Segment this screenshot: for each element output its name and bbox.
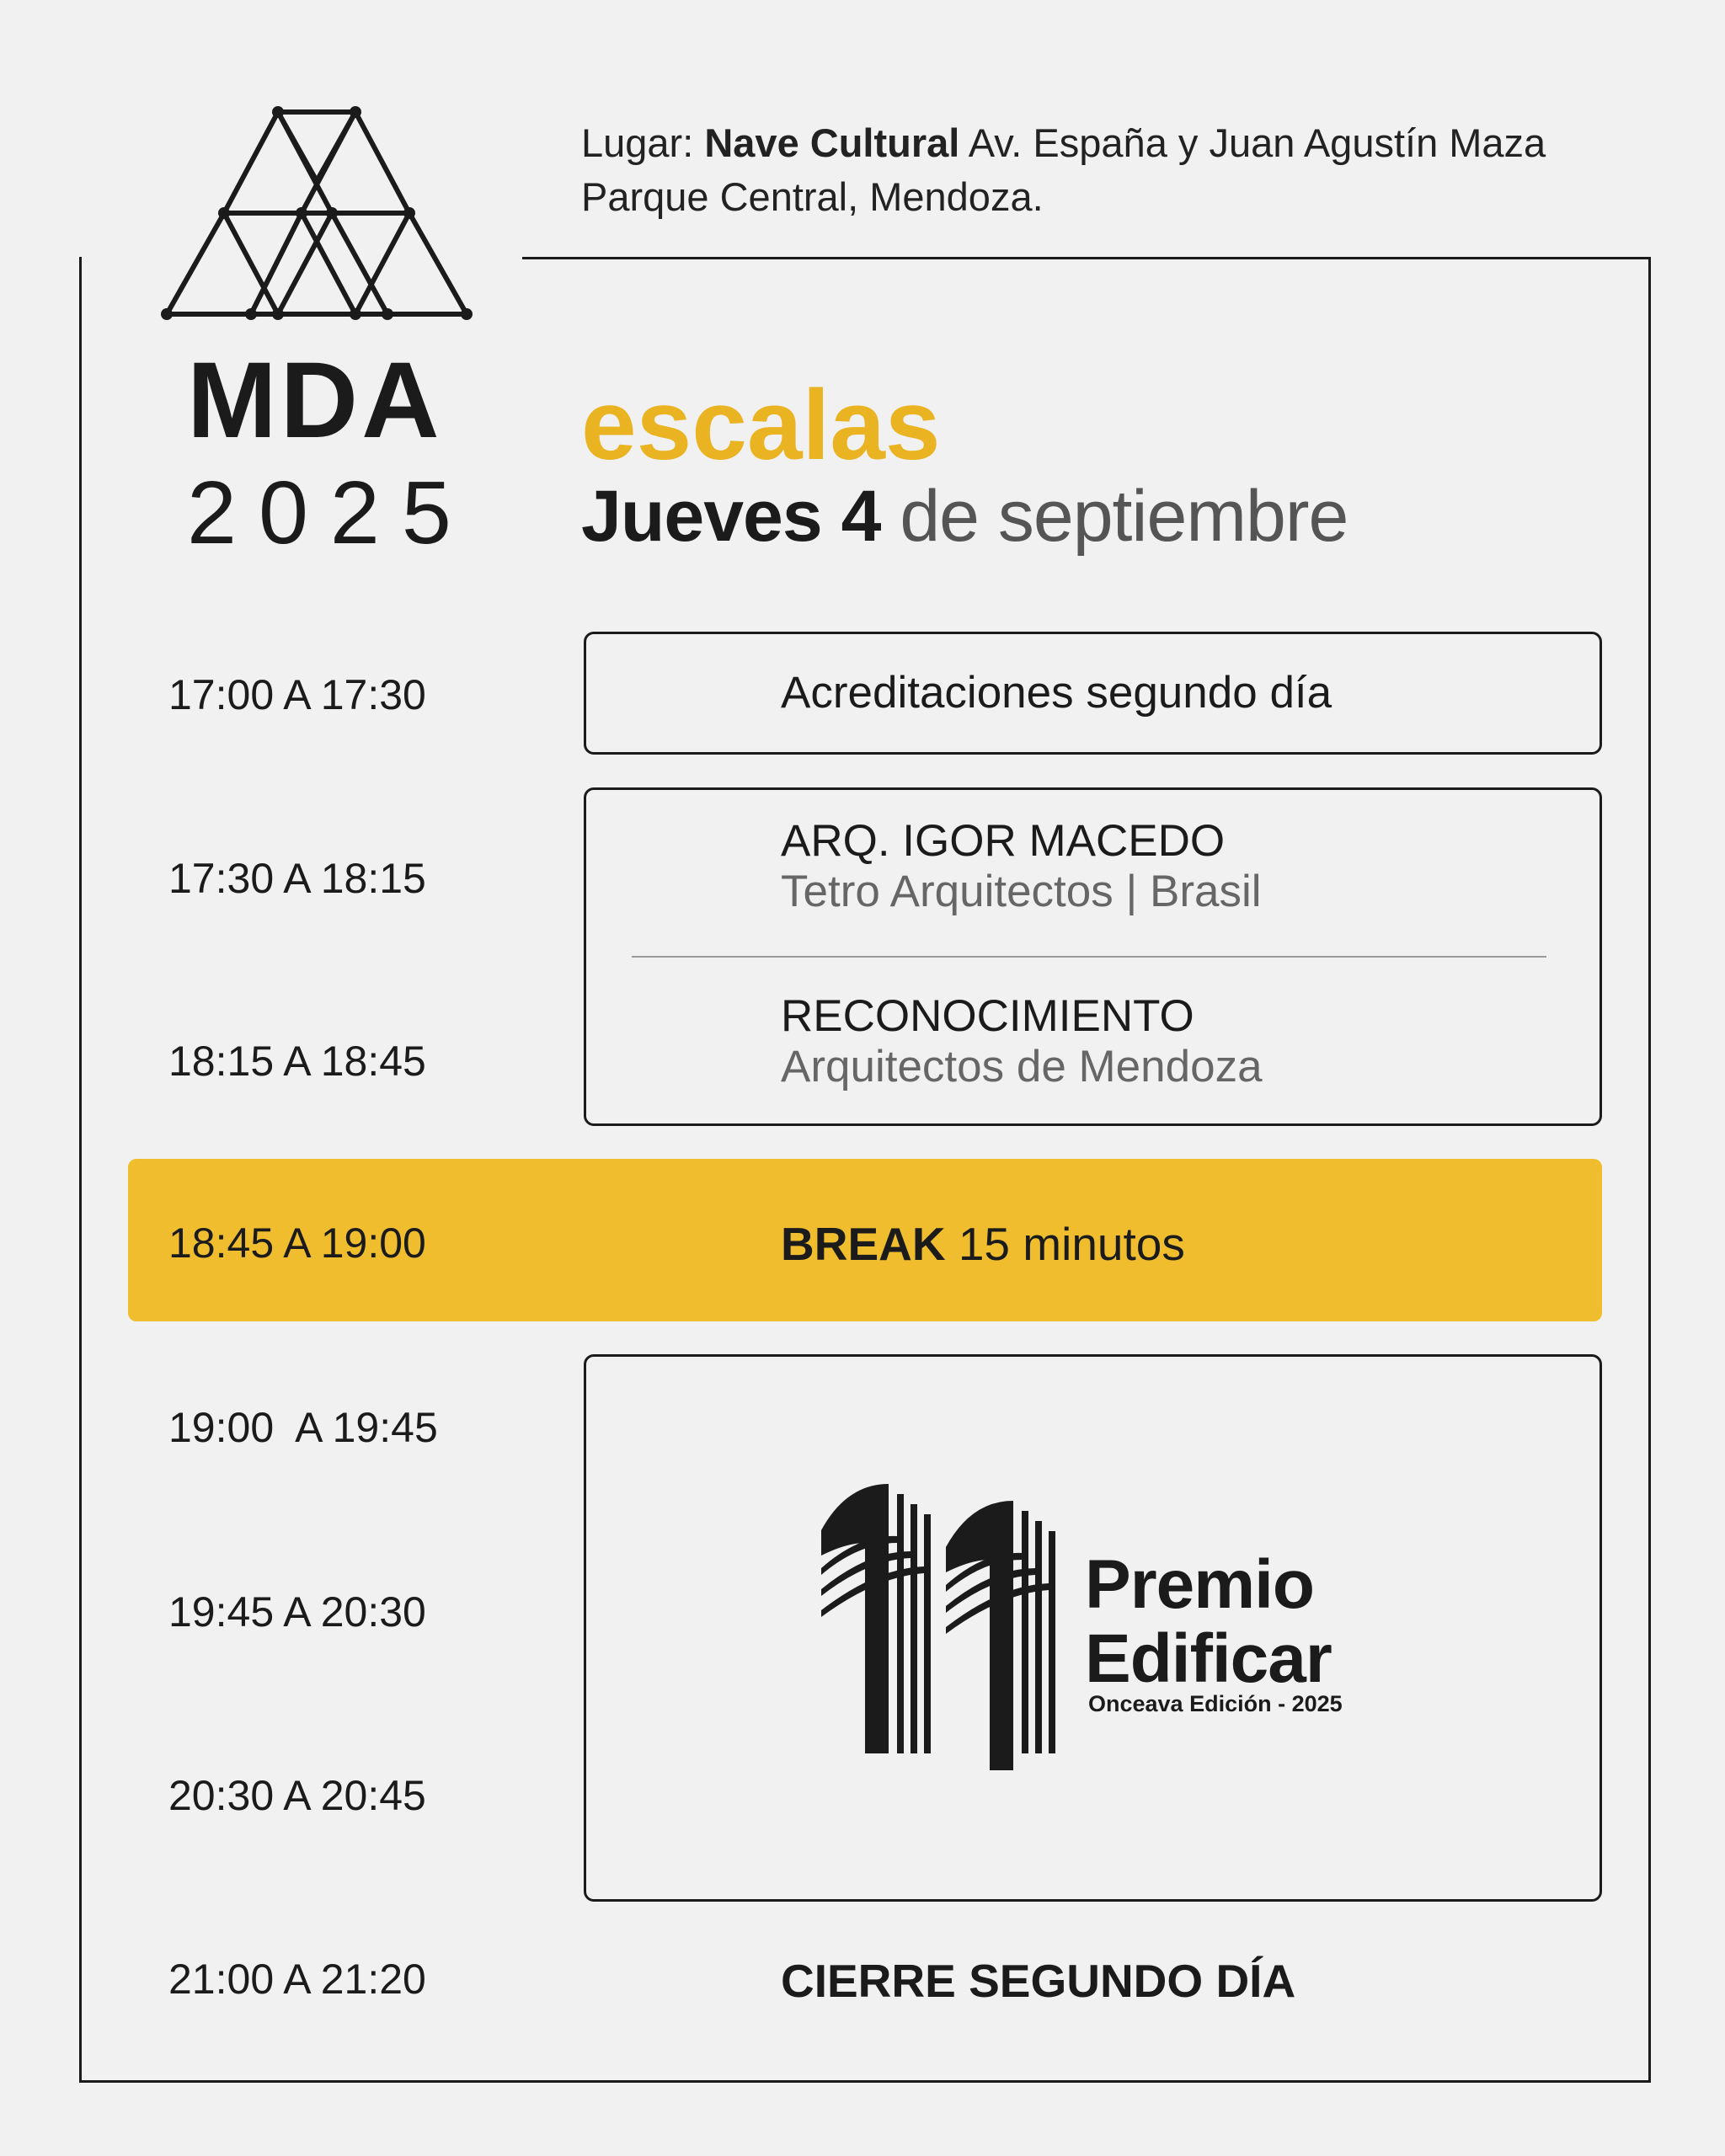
break-label bbox=[781, 1218, 1185, 1270]
brand-year: 2025 bbox=[187, 463, 473, 563]
venue-info bbox=[581, 116, 1546, 224]
frame-top-border bbox=[522, 257, 1651, 259]
speaker-divider bbox=[632, 956, 1546, 958]
time-slot-1: 17:00 A 17:30 bbox=[168, 671, 426, 718]
venue-address: Av. España y Juan Agustín Maza bbox=[968, 120, 1546, 165]
event-day-rest: de septiembre bbox=[900, 476, 1348, 557]
time-slot-3: 18:15 A 18:45 bbox=[168, 1038, 426, 1085]
venue-line2: Parque Central, Mendoza. bbox=[581, 174, 1044, 219]
break-rest: 15 minutos bbox=[958, 1218, 1185, 1270]
time-slot-6: 19:45 A 20:30 bbox=[168, 1588, 426, 1636]
event-date bbox=[581, 476, 1348, 557]
event-day-bold: Jueves 4 bbox=[581, 476, 881, 557]
premio-title bbox=[1085, 1548, 1332, 1696]
time-slot-7: 20:30 A 20:45 bbox=[168, 1772, 426, 1819]
venue-name: Nave Cultural bbox=[704, 120, 960, 165]
mda-triangle-logo-icon bbox=[160, 105, 480, 324]
frame-right-border bbox=[1648, 257, 1651, 2083]
brand-mda: MDA bbox=[187, 340, 443, 461]
speaker-name: ARQ. IGOR MACEDO bbox=[781, 816, 1226, 866]
time-slot-5: 19:00 A 19:45 bbox=[168, 1404, 438, 1451]
break-bold: BREAK bbox=[781, 1218, 946, 1270]
event-title: escalas bbox=[581, 370, 941, 481]
acreditaciones-label: Acreditaciones segundo día bbox=[781, 668, 1332, 718]
venue-label: Lugar: bbox=[581, 120, 694, 165]
time-slot-2: 17:30 A 18:15 bbox=[168, 855, 426, 902]
premio-edition: Onceava Edición - 2025 bbox=[1088, 1691, 1343, 1716]
speaker-org: Tetro Arquitectos | Brasil bbox=[781, 867, 1262, 916]
time-slot-8: 21:00 A 21:20 bbox=[168, 1956, 426, 2003]
frame-bottom-border bbox=[79, 2080, 1651, 2083]
time-slot-4: 18:45 A 19:00 bbox=[168, 1219, 426, 1267]
frame-left-border bbox=[79, 257, 82, 2083]
recognition-title: RECONOCIMIENTO bbox=[781, 991, 1194, 1041]
recognition-sub: Arquitectos de Mendoza bbox=[781, 1042, 1263, 1091]
closing-label: CIERRE SEGUNDO DÍA bbox=[781, 1955, 1296, 2007]
premio-edificar-logo-icon bbox=[821, 1484, 1057, 1770]
premio-line2: Edificar bbox=[1085, 1620, 1332, 1697]
premio-line1: Premio bbox=[1085, 1546, 1314, 1623]
